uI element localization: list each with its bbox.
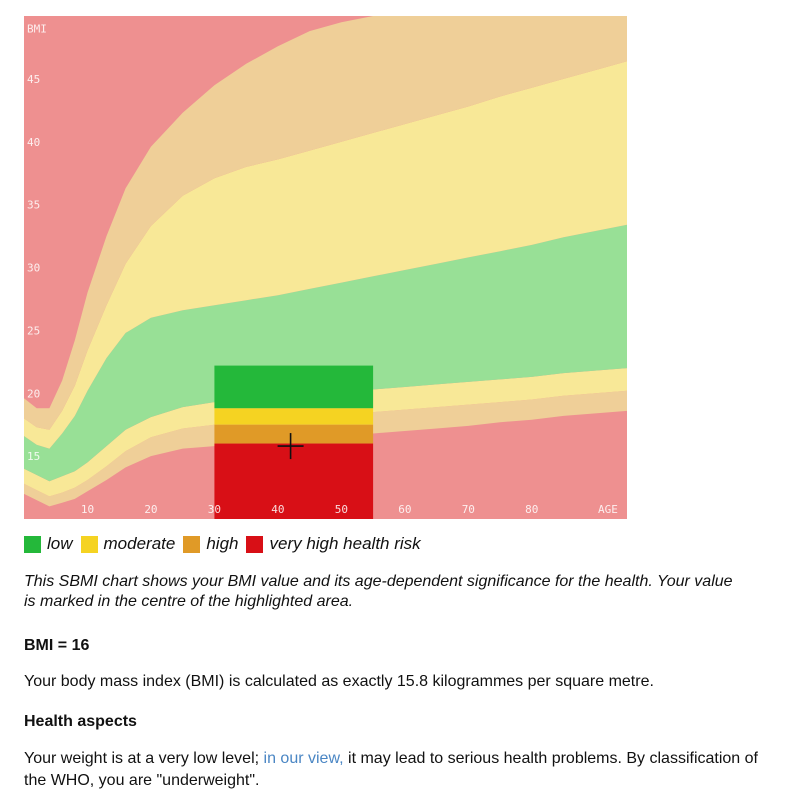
y-tick-label: 15 bbox=[27, 450, 41, 464]
legend-label-low: low bbox=[47, 534, 73, 553]
legend-label-very-high: very high health risk bbox=[269, 534, 421, 553]
x-tick-label: AGE bbox=[598, 503, 618, 516]
legend-item-very-high bbox=[246, 534, 420, 554]
x-tick-label: 80 bbox=[525, 503, 539, 516]
legend-label-moderate: moderate bbox=[103, 534, 176, 553]
y-tick-label: BMI bbox=[27, 22, 47, 36]
highlight-very-high bbox=[214, 444, 373, 519]
bmi-result-text: Your body mass index (BMI) is calculated as exactly 15.8 kilogrammes per square metre. bbox=[24, 673, 654, 690]
in-our-view-link[interactable]: in our view, bbox=[263, 750, 344, 767]
x-tick-label: 40 bbox=[271, 503, 285, 516]
health-aspects-title: Health aspects bbox=[24, 713, 137, 730]
legend-item-moderate bbox=[81, 534, 176, 554]
x-tick-label: 30 bbox=[207, 503, 222, 516]
legend bbox=[24, 532, 429, 556]
legend-swatch-very-high bbox=[246, 536, 263, 553]
bmi-result-title: BMI = 16 bbox=[24, 637, 90, 654]
health-text-before: Your weight is at a very low level; bbox=[24, 750, 264, 767]
y-tick-label: 20 bbox=[27, 387, 41, 401]
x-tick-label: 20 bbox=[144, 503, 158, 516]
x-tick-label: 10 bbox=[80, 503, 95, 516]
y-tick-label: 35 bbox=[27, 198, 41, 212]
y-tick-label: 30 bbox=[27, 261, 41, 275]
highlight-low bbox=[214, 366, 373, 409]
x-tick-label: 50 bbox=[334, 503, 348, 516]
health-aspects-text bbox=[24, 748, 764, 792]
x-tick-label: 70 bbox=[461, 503, 475, 516]
health-text-after: it may lead to serious health problems. By classification of the WHO, you are "underweight". bbox=[24, 750, 758, 789]
legend-item-high bbox=[183, 534, 238, 554]
y-tick-label: 45 bbox=[27, 72, 41, 86]
chart-caption: This SBMI chart shows your BMI value and its age-dependent significance for the health. Your value is marked in the centre of the highlighted area. bbox=[24, 573, 733, 610]
legend-item-low bbox=[24, 534, 73, 554]
legend-swatch-high bbox=[183, 536, 200, 553]
legend-swatch-low bbox=[24, 536, 41, 553]
legend-label-high: high bbox=[206, 534, 239, 553]
x-tick-label: 60 bbox=[398, 503, 412, 516]
legend-swatch-moderate bbox=[81, 536, 98, 553]
highlight-high bbox=[214, 425, 373, 444]
highlight-moderate bbox=[214, 408, 373, 424]
sbmi-chart bbox=[24, 16, 627, 519]
y-tick-label: 25 bbox=[27, 324, 41, 338]
y-tick-label: 40 bbox=[27, 135, 41, 149]
